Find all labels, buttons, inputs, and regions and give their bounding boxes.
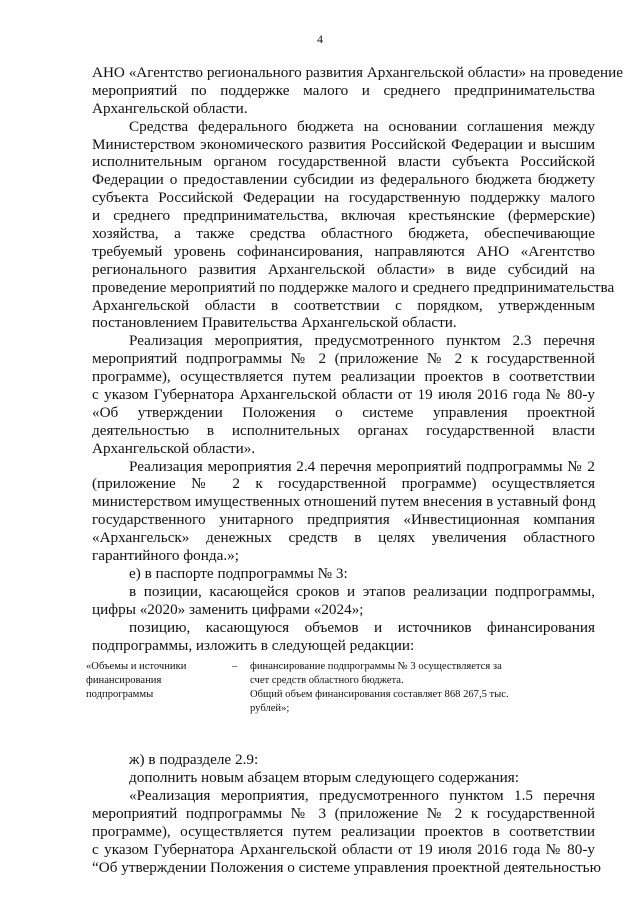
- text-line: министерством имущественных отношений путем внесения в уставный фонд: [92, 493, 596, 511]
- text-line: цифры «2020» заменить цифрами «2024»;: [92, 600, 364, 618]
- text-line: регионального развития Архангельской области» в виде субсидий на: [92, 260, 595, 278]
- text-line: проведение мероприятий по поддержке малого и среднего предпринимательства: [92, 278, 615, 296]
- table-right-cell: рублей»;: [250, 703, 290, 715]
- text-line: требуемый уровень софинансирования, направляются АНО «Агентство: [92, 242, 595, 260]
- text-line: мероприятий подпрограммы № 2 (приложение № 2 к государственной: [92, 350, 595, 368]
- text-line: е) в паспорте подпрограммы № 3:: [129, 564, 348, 582]
- page-number: 4: [317, 32, 323, 46]
- text-line: программе), осуществляется путем реализации проектов в соответствии: [92, 368, 595, 386]
- text-line: (приложение № 2 к государственной программе) осуществляется: [92, 475, 595, 493]
- text-line: мероприятий по поддержке малого и среднего предпринимательства: [92, 81, 595, 99]
- text-line: гарантийного фонда.»;: [92, 547, 239, 565]
- text-line: Архангельской области в соответствии с порядком, утвержденным: [92, 296, 595, 314]
- text-line: «Об утверждении Положения о системе управления проектной: [92, 403, 595, 421]
- text-line: государственного унитарного предприятия «Инвестиционная компания: [92, 511, 595, 529]
- text-line: исполнительным органом государственной власти субъекта Российской: [92, 153, 595, 171]
- text-line: ж) в подразделе 2.9:: [129, 751, 259, 769]
- text-line: Министерством экономического развития Российской Федерации и высшим: [92, 135, 595, 153]
- text-line: деятельностью в исполнительных органах государственной власти: [92, 421, 595, 439]
- text-line: хозяйства, а также средства областного бюджета, обеспечивающие: [92, 225, 595, 243]
- document-body: [86, 64, 623, 877]
- table-left-column: [86, 660, 236, 702]
- text-line: Реализация мероприятия 2.4 перечня мероприятий подпрограммы № 2: [129, 457, 595, 475]
- table-right-cell: счет средств областного бюджета.: [250, 675, 404, 687]
- text-line: Федерации о предоставлении субсидии из федерального бюджета бюджету: [92, 171, 595, 189]
- financing-table: [86, 660, 595, 735]
- text-line: субъекта Российской Федерации на государственную поддержку малого: [92, 189, 595, 207]
- text-line: “Об утверждении Положения о системе управления проектной деятельностью: [92, 858, 601, 876]
- text-line: «Архангельск» денежных средств в целях увеличения областного: [92, 529, 595, 547]
- text-line: программе), осуществляется путем реализации проектов в соответствии: [92, 822, 595, 840]
- text-line: подпрограммы, изложить в следующей редакции:: [92, 636, 415, 654]
- table-right-cell: финансирование подпрограммы № 3 осуществляется за: [250, 661, 502, 673]
- text-line: и среднего предпринимательства, включая крестьянские (фермерские): [92, 207, 595, 225]
- text-line: «Реализация мероприятия, предусмотренного пунктом 1.5 перечня: [129, 787, 595, 805]
- table-right-column: [250, 660, 590, 716]
- text-line: постановлением Правительства Архангельской области.: [92, 314, 457, 332]
- table-right-cell: Общий объем финансирования составляет 868 267,5 тыс.: [250, 689, 509, 701]
- text-line: в позиции, касающейся сроков и этапов реализации подпрограммы,: [129, 582, 595, 600]
- text-line: АНО «Агентство регионального развития Архангельской области» на проведение: [92, 64, 623, 81]
- table-left-cell: финансирования: [86, 675, 162, 687]
- table-left-cell: подпрограммы: [86, 689, 154, 701]
- text-line: Средства федерального бюджета на основании соглашения между: [129, 117, 595, 135]
- text-line: Реализация мероприятия, предусмотренного пунктом 2.3 перечня: [129, 332, 595, 350]
- table-dash: –: [232, 661, 238, 673]
- text-line: Архангельской области».: [92, 439, 256, 457]
- table-left-cell: «Объемы и источники: [86, 661, 187, 673]
- text-line: с указом Губернатора Архангельской области от 19 июля 2016 года № 80-у: [92, 386, 595, 404]
- text-line: дополнить новым абзацем вторым следующего содержания:: [129, 769, 519, 787]
- text-line: позицию, касающуюся объемов и источников финансирования: [129, 618, 595, 636]
- text-line: Архангельской области.: [92, 99, 248, 117]
- text-line: мероприятий подпрограммы № 3 (приложение № 2 к государственной: [92, 805, 595, 823]
- text-line: с указом Губернатора Архангельской области от 19 июля 2016 года № 80-у: [92, 840, 595, 858]
